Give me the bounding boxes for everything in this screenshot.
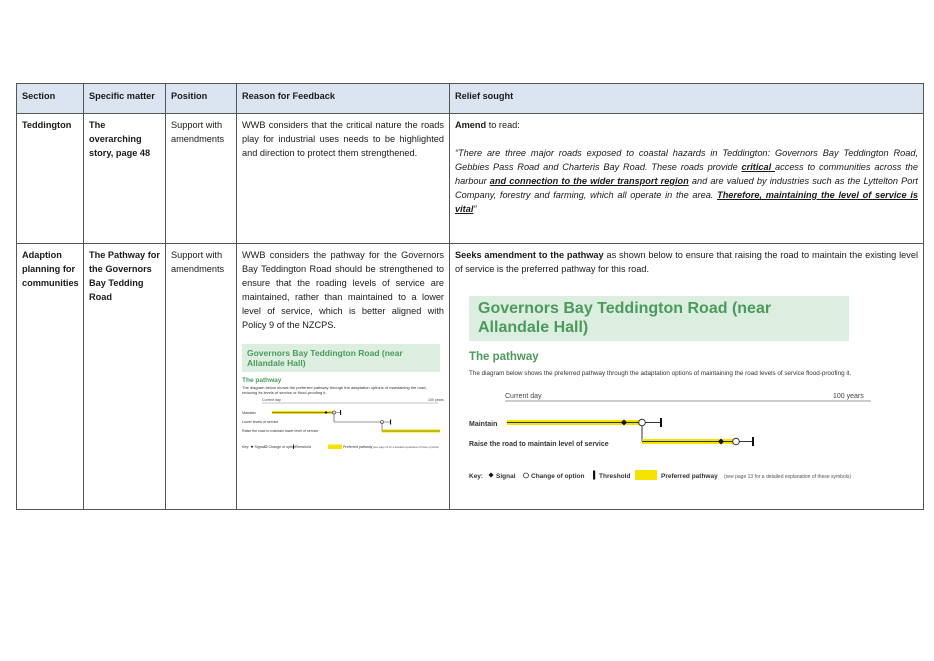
header-reason: Reason for Feedback: [237, 84, 450, 114]
svg-text:Signal: Signal: [496, 473, 516, 480]
table-row: [17, 244, 924, 510]
label-option-3: Raise the road to maintain lower level of service: [242, 429, 319, 433]
label-current-day: Current day: [262, 398, 281, 402]
submission-table: [16, 83, 924, 510]
svg-text:Threshold: Threshold: [599, 473, 631, 480]
threshold-marker: [660, 418, 662, 427]
cell-section: Teddington: [17, 114, 84, 244]
change-marker: [639, 419, 646, 426]
figure-pathway-heading: The pathway: [469, 351, 539, 363]
cell-matter: The Pathway for the Governors Bay Tedding Road: [84, 244, 166, 510]
cell-position: Support with amendments: [166, 244, 237, 510]
svg-text:Threshold: Threshold: [295, 445, 311, 449]
header-position: Position: [166, 84, 237, 114]
label-option-2: Lower levels of service: [242, 420, 279, 424]
figure-title: Governors Bay Teddington Road (near Allandale Hall): [242, 344, 440, 372]
pathway-diagram-small: [242, 395, 444, 453]
header-section: Section: [17, 84, 84, 114]
table-row: [17, 114, 924, 244]
pathway-figure-large: [469, 296, 879, 491]
relief-lead-rest: to read:: [486, 120, 520, 130]
cell-section: Adaption planning for communities: [17, 244, 84, 510]
label-100-years: 100 years: [833, 393, 864, 400]
label-option-1: Maintain: [469, 421, 498, 428]
reason-text: WWB considers the pathway for the Governors Bay Teddington Road should be strengthened to ensure that the roading levels of service are maintained, rather than maintained to a lower level of service, which is better aligned with Policy 9 of the NZCPS.: [242, 250, 444, 330]
cell-relief: [450, 244, 924, 510]
cell-reason: [237, 244, 450, 510]
figure-desc: The diagram below shows the preferred pathway through the adaptation options of maintaining the road, reducing its levels of service or flood-proofing it.: [242, 385, 427, 395]
cell-position: Support with amendments: [166, 114, 237, 244]
cell-reason: WWB considers that the critical nature the roads play for industrial uses needs to be highlighted and direction to protect them strengthened.: [237, 114, 450, 244]
label-option-1: Maintain: [242, 411, 256, 415]
label-current-day: Current day: [505, 393, 542, 400]
header-specific-matter: Specific matter: [84, 84, 166, 114]
svg-text:Preferred pathway: Preferred pathway: [343, 445, 373, 449]
header-relief: Relief sought: [450, 84, 924, 114]
key-label: Key:: [469, 473, 484, 480]
pathway-figure-small: [242, 344, 444, 453]
cell-relief: [450, 114, 924, 244]
svg-text:Change of option: Change of option: [531, 473, 585, 480]
svg-text:Change of option: Change of option: [268, 445, 296, 449]
label-option-2: Raise the road to maintain level of service: [469, 441, 609, 448]
header-row: [17, 84, 924, 114]
threshold-marker: [340, 410, 341, 415]
relief-quote: “There are three major roads exposed to coastal hazards in Teddington: Governors Bay Teddington Road, Gebbies Pass Road and Charteris Bay Road. These roads provide critical access to communities across the harbour and connection to the wider transport region and are valued by industries such as the Lyttelton Port Company, forestry and farming, which all operate in the area. Therefore, maintaining the level of service is vital”: [455, 148, 919, 214]
pathway-diagram-large: [469, 381, 879, 491]
svg-text:(see page 13 for a detailed ex: (see page 13 for a detailed explanation of these symbols): [724, 474, 852, 480]
cell-matter: The overarching story, page 48: [84, 114, 166, 244]
key-label: Key:: [242, 445, 250, 449]
svg-text:Signal: Signal: [254, 445, 265, 449]
figure-title: Governors Bay Teddington Road (near Allandale Hall): [469, 296, 849, 341]
label-100-years: 100 years: [428, 398, 444, 402]
figure-desc: The diagram below shows the preferred pathway through the adaptation options of maintaining the road levels of service flood-proofing it.: [469, 370, 852, 377]
svg-text:Preferred pathway: Preferred pathway: [661, 473, 718, 480]
relief-text: Seeks amendment to the pathway as shown below to ensure that raising the road to maintain the existing level of service is the preferred pathway for this road.: [455, 250, 918, 274]
svg-text:(see page 13 for a detailed ex: (see page 13 for a detailed explanation of these symbols): [373, 446, 439, 449]
relief-lead: Amend: [455, 120, 487, 130]
figure-pathway-heading: The pathway: [242, 377, 282, 384]
